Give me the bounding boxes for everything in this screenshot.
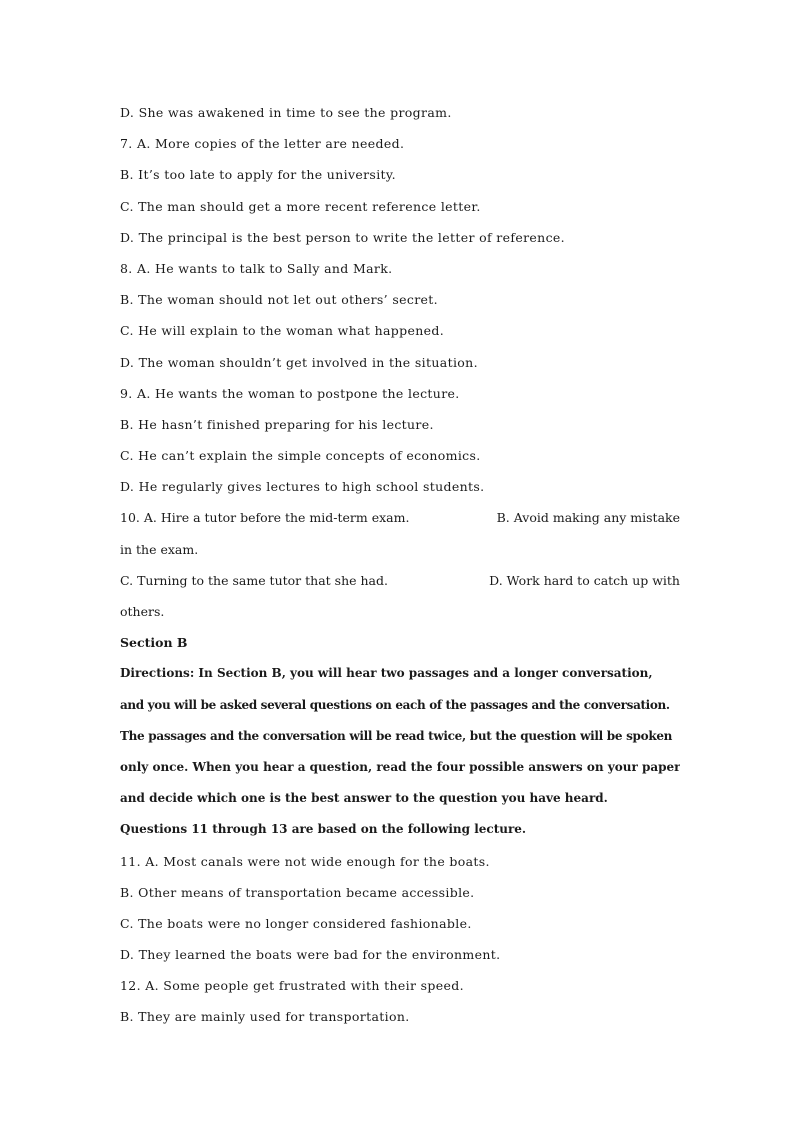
answer-option-10d: D. Work hard to catch up with [489, 572, 680, 588]
directions-line-1: Directions: In Section B, you will hear two passages and a longer conversation, [120, 666, 653, 681]
answer-option-7c: C. The man should get a more recent reference letter. [120, 198, 481, 214]
answer-option-6d: D. She was awakened in time to see the program. [120, 105, 452, 120]
answer-option-7b: B. It’s too late to apply for the university. [120, 167, 396, 183]
answer-option-11b: B. Other means of transportation became accessible. [120, 884, 475, 900]
question-group-heading: Questions 11 through 13 are based on the following lecture. [120, 822, 527, 837]
answer-option-10a: 10. A. Hire a tutor before the mid-term exam. [120, 510, 410, 526]
directions-line-4: only once. When you hear a question, read the four possible answers on your paper [120, 759, 680, 774]
answer-option-10d-continued: others. [120, 604, 165, 619]
directions-line-3: The passages and the conversation will be read twice, but the question will be spoken [120, 728, 673, 743]
answer-option-7a: 7. A. More copies of the letter are needed. [120, 136, 405, 152]
answer-option-8b: B. The woman should not let out others’ secret. [120, 292, 438, 308]
answer-option-10b-continued: in the exam. [120, 541, 199, 557]
question-10-row-2 [120, 565, 680, 596]
directions-line-5: and decide which one is the best answer to the question you have heard. [120, 791, 608, 806]
document-page [120, 97, 680, 1033]
answer-option-8d: D. The woman shouldn’t get involved in the situation. [120, 354, 478, 370]
answer-option-7d: D. The principal is the best person to write the letter of reference. [120, 229, 565, 245]
answer-option-11c: C. The boats were no longer considered fashionable. [120, 915, 472, 931]
answer-option-11d: D. They learned the boats were bad for the environment. [120, 947, 501, 963]
answer-option-9c: C. He can’t explain the simple concepts of economics. [120, 448, 481, 464]
answer-option-9d: D. He regularly gives lectures to high school students. [120, 479, 485, 495]
answer-option-8a: 8. A. He wants to talk to Sally and Mark. [120, 260, 393, 276]
answer-option-11a: 11. A. Most canals were not wide enough for the boats. [120, 853, 490, 869]
answer-option-9a: 9. A. He wants the woman to postpone the lecture. [120, 385, 460, 401]
directions-line-2: and you will be asked several questions on each of the passages and the conversation. [120, 697, 670, 712]
answer-option-9b: B. He hasn’t finished preparing for his lecture. [120, 416, 434, 432]
answer-option-10b: B. Avoid making any mistake [496, 510, 680, 526]
answer-option-12a: 12. A. Some people get frustrated with their speed. [120, 978, 464, 994]
answer-option-10c: C. Turning to the same tutor that she had. [120, 572, 388, 588]
section-heading: Section B [120, 635, 188, 651]
answer-option-12b: B. They are mainly used for transportation. [120, 1009, 410, 1025]
answer-option-8c: C. He will explain to the woman what happened. [120, 323, 445, 339]
question-10-row-1 [120, 502, 680, 533]
